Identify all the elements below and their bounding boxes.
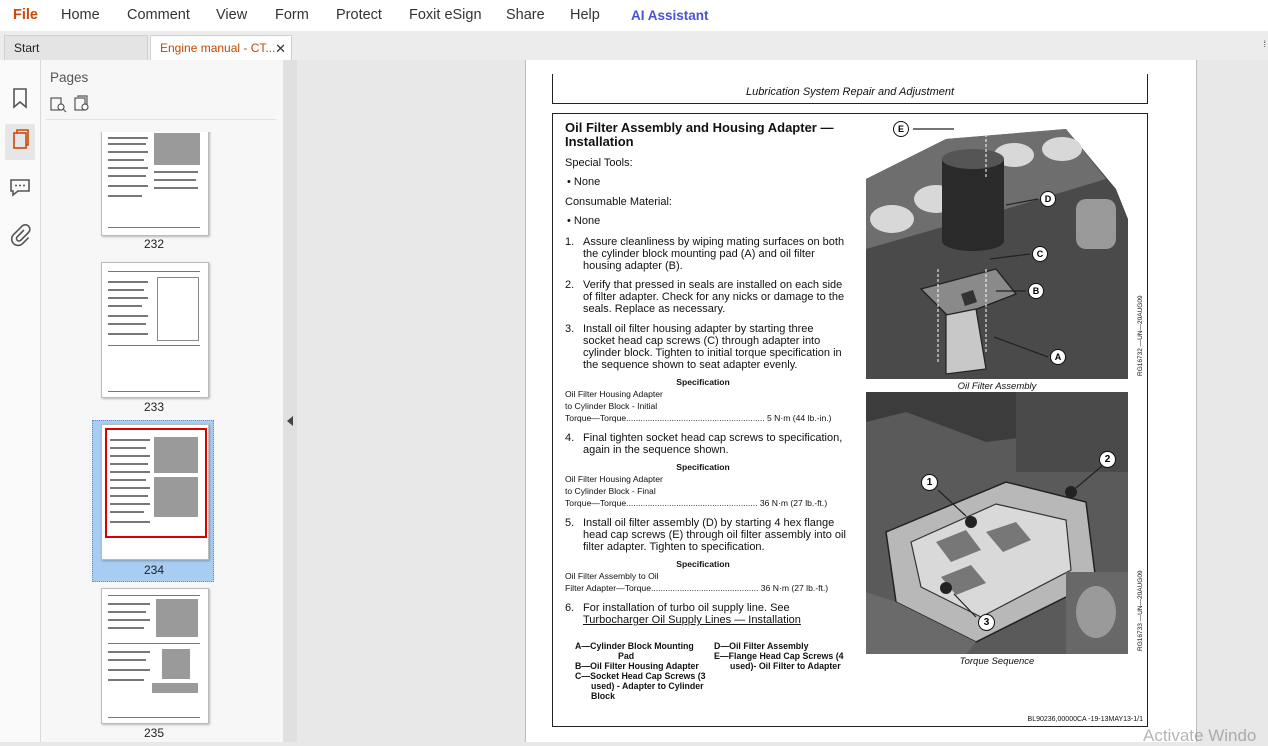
page-zoom-icon[interactable] — [73, 95, 91, 113]
pages-panel — [41, 60, 283, 742]
menu-foxit-esign[interactable]: Foxit eSign — [409, 7, 482, 23]
menu-protect[interactable]: Protect — [336, 7, 382, 23]
step-5-text: Install oil filter assembly (D) by starting 4 hex flange head cap screws (E) through oil filter assembly into oil filter adapter. Tighten to specification. — [583, 517, 846, 553]
oil-filter-assembly-figure — [866, 119, 1128, 379]
special-tools-label: Special Tools: — [565, 157, 633, 169]
specification-2-line-3: Torque—Torque....................................................... 36 N·m (27 lb.-ft.) — [565, 498, 828, 508]
menu-help[interactable]: Help — [570, 7, 600, 23]
step-1-text: Assure cleanliness by wiping mating surfaces on both the cylinder block mounting pad (A) and oil filter housing adapter (B). — [583, 236, 845, 272]
thumbnail-label-234: 234 — [143, 563, 165, 577]
bookmark-icon[interactable] — [6, 84, 34, 112]
pages-panel-divider — [46, 119, 276, 120]
figure-2-id: RG16733 —UN—20AUG09 — [1137, 570, 1144, 651]
menu-comment[interactable]: Comment — [127, 7, 190, 23]
legend-item-e: E—Flange Head Cap Screws (4 — [714, 651, 844, 661]
legend-item-a: A—Cylinder Block Mounting — [575, 641, 694, 651]
specification-1-line-3: Torque—Torque.......................................................... 5 N·m (44 lb.-in.) — [565, 413, 832, 423]
tab-start-label: Start — [14, 41, 40, 55]
menu-home[interactable]: Home — [61, 7, 100, 23]
menu-share[interactable]: Share — [506, 7, 545, 23]
specification-1 — [565, 376, 841, 424]
legend-item-b: B—Oil Filter Housing Adapter — [575, 661, 699, 671]
thumbnail-list — [41, 132, 269, 742]
legend-item-c-cont-2: Block — [591, 691, 615, 701]
page-options-icon[interactable] — [49, 95, 67, 113]
menu-form[interactable]: Form — [275, 7, 309, 23]
turbocharger-link[interactable]: Turbocharger Oil Supply Lines — Installation — [583, 614, 801, 626]
callout-d: D — [1040, 191, 1056, 207]
step-4 — [565, 432, 847, 456]
tab-start[interactable] — [4, 35, 148, 60]
activation-watermark: Activate Windo — [1143, 726, 1257, 745]
collapse-panel-icon[interactable] — [283, 413, 297, 429]
close-icon[interactable]: ✕ — [275, 41, 286, 56]
thumbnail-page-235[interactable] — [101, 588, 209, 724]
pages-icon[interactable] — [5, 124, 35, 160]
document-viewer — [297, 60, 1268, 742]
callout-1: 1 — [921, 474, 938, 491]
legend-item-d: D—Oil Filter Assembly — [714, 641, 809, 651]
specification-1-line-1: Oil Filter Housing Adapter — [565, 389, 663, 399]
specification-3 — [565, 558, 841, 594]
specification-2-title: Specification — [676, 462, 730, 472]
document-tab-bar — [0, 31, 1268, 61]
thumbnail-page-232[interactable] — [101, 132, 209, 236]
step-5 — [565, 517, 847, 553]
step-1 — [565, 236, 847, 272]
attachment-icon[interactable] — [6, 221, 34, 249]
pdf-page — [525, 60, 1197, 742]
menu-view[interactable]: View — [216, 7, 248, 23]
figure-2-caption: Torque Sequence — [959, 656, 1035, 667]
step-3-number: 3. — [565, 323, 575, 335]
callout-c: C — [1032, 246, 1048, 262]
content-box — [552, 113, 1148, 727]
page-footer-code: BL90236,00000CA -19-13MAY13-1/1 — [1027, 716, 1143, 723]
tab-engine-manual[interactable] — [150, 35, 292, 60]
callout-3: 3 — [978, 614, 995, 631]
legend-item-c: C—Socket Head Cap Screws (3 — [575, 671, 706, 681]
step-5-number: 5. — [565, 517, 575, 529]
thumbnail-page-234[interactable] — [101, 424, 209, 560]
specification-2-line-2: to Cylinder Block - Final — [565, 486, 656, 496]
callout-b: B — [1028, 283, 1044, 299]
specification-2-line-1: Oil Filter Housing Adapter — [565, 474, 663, 484]
legend-left — [575, 641, 713, 701]
thumbnail-label-233: 233 — [143, 400, 165, 414]
thumbnail-label-232: 232 — [143, 237, 165, 251]
consumable-label: Consumable Material: — [565, 196, 672, 208]
pages-panel-title: Pages — [50, 70, 89, 85]
menu-bar — [0, 0, 1268, 32]
section-title: Oil Filter Assembly and Housing Adapter — Installation — [565, 120, 834, 149]
thumbnail-page-233[interactable] — [101, 262, 209, 398]
legend-item-e-cont: used)- Oil Filter to Adapter — [730, 661, 841, 671]
navigation-icon-bar — [0, 60, 41, 742]
step-3-text: Install oil filter housing adapter by starting three socket head cap screws (C) through adapter into cylinder block. Tighten to initial torque specification in the sequence shown to seat adapter evenly. — [583, 323, 842, 371]
thumbnail-label-235: 235 — [143, 726, 165, 740]
tab-overflow-icon[interactable]: ⁞ — [1263, 39, 1266, 49]
special-tools-value: • None — [567, 176, 601, 188]
page-header — [552, 74, 1148, 104]
legend-item-a-cont: Pad — [618, 651, 635, 661]
specification-1-title: Specification — [676, 377, 730, 387]
menu-ai-assistant[interactable]: AI Assistant — [631, 8, 709, 23]
panel-splitter[interactable] — [283, 60, 297, 742]
specification-1-line-2: to Cylinder Block - Initial — [565, 401, 658, 411]
tab-engine-manual-label: Engine manual - CT... — [160, 41, 276, 55]
step-3 — [565, 323, 847, 371]
specification-3-title: Specification — [676, 559, 730, 569]
comments-icon[interactable] — [6, 173, 34, 201]
legend-right — [714, 641, 854, 671]
torque-sequence-figure — [866, 392, 1128, 654]
step-6-number: 6. — [565, 602, 575, 614]
step-2 — [565, 279, 847, 315]
callout-e: E — [893, 121, 909, 137]
step-2-number: 2. — [565, 279, 575, 291]
step-1-number: 1. — [565, 236, 575, 248]
specification-3-line-1: Oil Filter Assembly to Oil — [565, 571, 659, 581]
specification-3-line-3: Filter Adapter—Torque............................................. 36 N·m (27 lb.-ft.) — [565, 583, 829, 593]
step-6-text: For installation of turbo oil supply line. See — [583, 602, 790, 614]
step-2-text: Verify that pressed in seals are installed on each side of filter adapter. Check for any nicks or damage to the seals. Replace as necessary. — [583, 279, 845, 315]
specification-2 — [565, 461, 841, 509]
callout-2: 2 — [1099, 451, 1116, 468]
consumable-value: • None — [567, 215, 601, 227]
figure-1-id: RG16732 —UN—20AUG09 — [1137, 295, 1144, 376]
step-6 — [565, 602, 847, 626]
figure-1-caption: Oil Filter Assembly — [957, 381, 1037, 392]
page-header-text: Lubrication System Repair and Adjustment — [745, 86, 955, 98]
step-4-text: Final tighten socket head cap screws to specification, again in the sequence shown. — [583, 432, 843, 456]
step-4-number: 4. — [565, 432, 575, 444]
callout-a: A — [1050, 349, 1066, 365]
legend-item-c-cont-1: used) - Adapter to Cylinder — [591, 681, 704, 691]
menu-file[interactable]: File — [13, 7, 38, 23]
